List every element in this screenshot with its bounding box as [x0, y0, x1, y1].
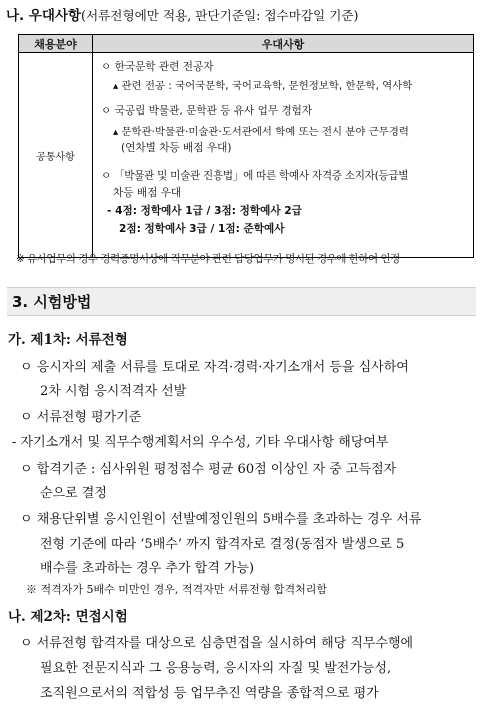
preference-heading [6, 4, 358, 24]
stage2-title: 나. 제2차: 면접시험 [8, 609, 128, 625]
table-header-row [19, 35, 474, 53]
preference-table [18, 34, 474, 258]
stage1-title: 가. 제1차: 서류전형 [8, 332, 128, 348]
table-row [19, 53, 474, 258]
pref-line: 차등 배점 우대 [113, 187, 182, 199]
pref-line: ▴ 관련 전공 : 국어국문학, 국어교육학, 문헌정보학, 한문학, 역사학 [113, 80, 413, 92]
pref-line: ㅇ 국공립 박물관, 문학관 등 유사 업무 경험자 [101, 105, 313, 117]
pref-line: ㅇ 「박물관 및 미술관 진흥법」에 따른 학예사 자격증 소지자(등급별 [101, 170, 409, 182]
pref-line: (연차별 차등 배점 우대) [121, 142, 232, 154]
category-cell: 공통사항 [19, 53, 93, 258]
stage1-note: ※ 적격자가 5배수 미만인 경우, 적격자만 서류전형 합격처리함 [26, 583, 327, 596]
stage1-line: - 자기소개서 및 직무수행계획서의 우수성, 기타 우대사항 해당여부 [12, 435, 389, 450]
stage2-line: 필요한 전문지식과 그 응용능력, 응시자의 자질 및 발전가능성, [40, 661, 392, 676]
pref-line: 2점: 정학예사 3급 / 1점: 준학예사 [119, 223, 285, 235]
table-footnote: ※ 유사업무의 경우 경력증명서상에 직무분야 관련 담당업무가 명시된 경우에 한하여 인정 [16, 253, 400, 265]
preference-title: 나. 우대사항 [6, 8, 82, 24]
stage2-line: ㅇ 서류전형 합격자를 대상으로 심층면접을 실시하여 해당 직무수행에 [20, 636, 414, 651]
stage1-line: 전형 기준에 따라 ‘5배수’ 까지 합격자로 결정(동점자 발생으로 5 [40, 537, 405, 552]
preference-cell [93, 53, 474, 258]
stage1-line: ㅇ 채용단위별 응시인원이 선발예정인원의 5배수를 초과하는 경우 서류 [20, 512, 422, 527]
stage1-line: ㅇ 응시자의 제출 서류를 토대로 자격·경력·자기소개서 등을 심사하여 [20, 360, 409, 375]
pref-line: ㅇ 한국문학 관련 전공자 [101, 61, 214, 73]
stage1-line: 배수를 초과하는 경우 추가 합격 가능) [40, 561, 255, 576]
stage1-line: 순으로 결정 [40, 486, 107, 501]
section3-heading-bar [7, 287, 476, 316]
header-field: 채용분야 [19, 35, 93, 53]
preference-note: (서류전형에만 적용, 판단기준일: 접수마감일 기준) [81, 8, 359, 23]
stage1-line: 2차 시험 응시적격자 선발 [40, 384, 187, 399]
stage2-line: 조직원으로서의 적합성 등 업무추진 역량을 종합적으로 평가 [40, 686, 379, 701]
pref-line: ▴ 문학관·박물관·미술관·도서관에서 학예 또는 전시 분야 근무경력 [113, 126, 409, 138]
stage1-line: ㅇ 서류전형 평가기준 [20, 410, 142, 425]
header-preference: 우대사항 [93, 35, 474, 53]
stage1-line: ㅇ 합격기준 : 심사위원 평정점수 평균 60점 이상인 자 중 고득점자 [20, 462, 397, 477]
section3-title: 3. 시험방법 [12, 293, 92, 311]
pref-line: - 4점: 정학예사 1급 / 3점: 정학예사 2급 [107, 205, 302, 217]
